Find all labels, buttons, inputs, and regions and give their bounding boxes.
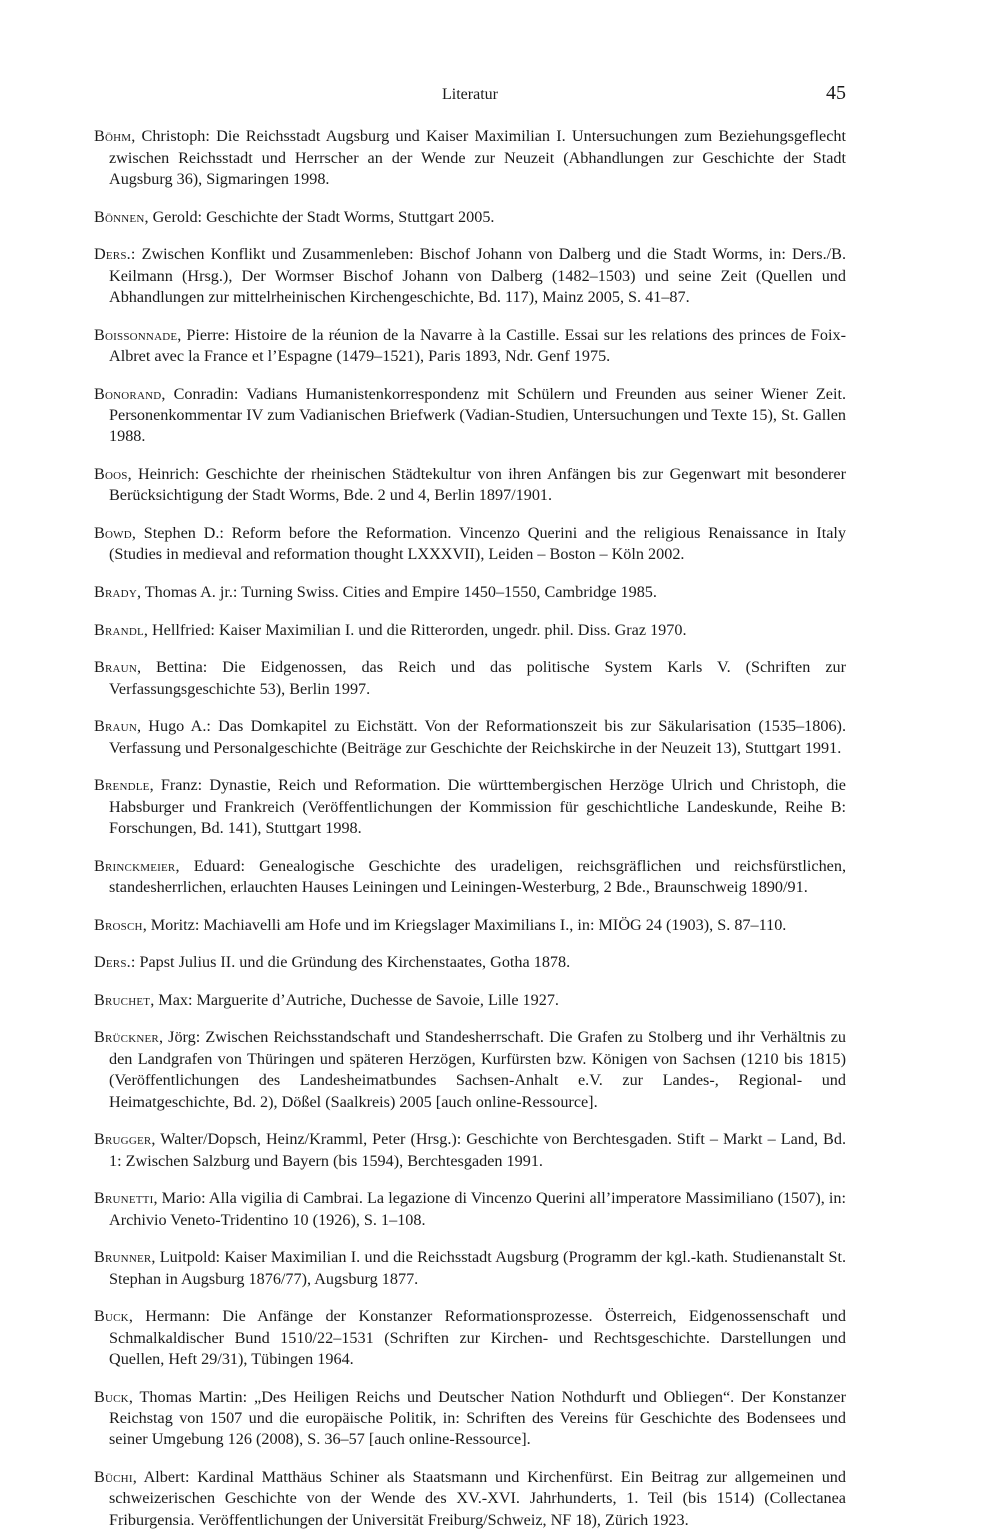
entry-text: , Thomas A. jr.: Turning Swiss. Cities and Empire 1450–1550, Cambridge 1985. (136, 583, 657, 601)
bibliography-entry (94, 1247, 846, 1290)
entry-text: , Heinrich: Geschichte der rheinischen Städtekultur von ihren Anfängen bis zur Gegenwart mit besonderer Berücksichtigung der Stadt Worms, Bde. 2 und 4, Berlin 1897/1901. (109, 465, 846, 505)
entry-text: : Zwischen Konflikt und Zusammenleben: Bischof Johann von Dalberg und die Stadt Worms, in: Ders./B. Keilmann (Hrsg.), Der Wormser Bischof Johann von Dalberg (1482–1503) und seine Zeit (Quellen und Abhandlungen zur mittelrheinischen Kirchengeschichte, Bd. 117), Mainz 2005, S. 41–87. (109, 245, 846, 306)
entry-text: , Franz: Dynastie, Reich und Reformation. Die württembergischen Herzöge Ulrich und Christoph, die Habsburger und Frankreich (Veröffentlichungen der Kommission für geschichtliche Landeskunde, Reihe B: Forschungen, Bd. 141), Stuttgart 1998. (109, 776, 846, 837)
bibliography-entry (94, 523, 846, 566)
entry-author: Brugger (94, 1130, 152, 1149)
bibliography-entry (94, 716, 846, 759)
entry-author: Braun (94, 658, 137, 677)
bibliography-entry (94, 775, 846, 839)
entry-author: Buck (94, 1307, 129, 1326)
entry-text: , Pierre: Histoire de la réunion de la Navarre à la Castille. Essai sur les relations des princes de Foix-Albret avec la France et l’Espagne (1479–1521), Paris 1893, Ndr. Genf 1975. (109, 325, 846, 365)
bibliography-entry (94, 207, 846, 228)
entry-text: , Gerold: Geschichte der Stadt Worms, Stuttgart 2005. (144, 207, 495, 226)
entry-author: Ders. (94, 245, 131, 264)
running-title: Literatur (442, 86, 498, 103)
entry-text: , Christoph: Die Reichsstadt Augsburg und Kaiser Maximilian I. Untersuchungen zum Beziehungsgeflecht zwischen Reichsstadt und Herrscher an der Wende zur Neuzeit (Abhandlungen zur Geschichte der Stadt Augsburg 36), Sigmaringen 1998. (109, 127, 846, 188)
entry-author: Brunner (94, 1248, 152, 1267)
entry-text: , Walter/Dopsch, Heinz/Kramml, Peter (Hrsg.): Geschichte von Berchtesgaden. Stift – Markt – Land, Bd. 1: Zwischen Salzburg und Bayern (bis 1594), Berchtesgaden 1991. (109, 1130, 846, 1170)
entry-author: Bonorand (94, 384, 162, 403)
bibliography-entry (94, 1188, 846, 1231)
bibliography-entry (94, 1306, 846, 1370)
bibliography-list (94, 126, 846, 1531)
bibliography-entry (94, 464, 846, 507)
bibliography-entry (94, 1387, 846, 1451)
entry-author: Bowd (94, 524, 132, 542)
bibliography-entry (94, 126, 846, 190)
bibliography-entry (94, 1027, 846, 1113)
entry-text: , Luitpold: Kaiser Maximilian I. und die Reichsstadt Augsburg (Programm der kgl.-kath. Studienanstalt St. Stephan in Augsburg 1876/77), Augsburg 1877. (109, 1248, 846, 1288)
entry-text: , Stephen D.: Reform before the Reformation. Vincenzo Querini and the religious Renaissance in Italy (Studies in medieval and reformation thought LXXXVII), Leiden – Boston – Köln 2002. (109, 524, 846, 564)
entry-text: : Papst Julius II. und die Gründung des Kirchenstaates, Gotha 1878. (130, 953, 571, 972)
bibliography-entry (94, 325, 846, 368)
entry-author: Brady (94, 583, 137, 601)
entry-text: , Jörg: Zwischen Reichsstandschaft und Standesherrschaft. Die Grafen zu Stolberg und ihr Verhältnis zu den Landgrafen von Thüringen und späteren Herzögen, Kurfürsten bzw. Königen von Sachsen (1210 bis 1815) (Veröffentlichungen des Landesheimatbundes Sachsen-Anhalt e.V. zur Landes-, Regional- und Heimatgeschichte, Bd. 2), Dößel (Saalkreis) 2005 [auch online-Ressource]. (109, 1028, 846, 1111)
entry-author: Boos (94, 465, 128, 483)
bibliography-entry (94, 856, 846, 899)
entry-author: Brendle (94, 776, 150, 795)
entry-author: Boissonnade (94, 325, 178, 344)
entry-text: , Moritz: Machiavelli am Hofe und im Kriegslager Maximilians I., in: MIÖG 24 (1903), S. 87–110. (142, 915, 787, 934)
bibliography-entry (94, 657, 846, 700)
entry-author: Bruchet (94, 990, 151, 1009)
entry-author: Brosch (94, 915, 143, 934)
bibliography-entry (94, 1129, 846, 1172)
entry-author: Brückner (94, 1028, 159, 1047)
entry-text: , Max: Marguerite d’Autriche, Duchesse de Savoie, Lille 1927. (150, 990, 559, 1009)
entry-author: Böhm (94, 127, 132, 146)
bibliography-entry (94, 244, 846, 308)
bibliography-entry (94, 620, 846, 641)
entry-author: Braun (94, 717, 137, 736)
entry-author: Brandl (94, 620, 144, 639)
entry-text: , Hermann: Die Anfänge der Konstanzer Reformationsprozesse. Österreich, Eidgenossenschaft und Schmalkaldischer Bund 1510/22–1531 (Schriften zur Kirchen- und Rechtsgeschichte. Darstellungen und Quellen, Heft 29/31), Tübingen 1964. (109, 1307, 846, 1368)
running-head (94, 80, 846, 110)
bibliography-entry (94, 915, 846, 936)
entry-author: Bönnen (94, 207, 145, 226)
document-page (94, 80, 846, 1532)
entry-text: , Eduard: Genealogische Geschichte des uradeligen, reichsgräflichen und reichsfürstlichen, standesherrlichen, erlauchten Hauses Leiningen und Leiningen-Westerburg, 2 Bde., Braunschweig 1890/91. (109, 856, 846, 896)
entry-text: , Thomas Martin: „Des Heiligen Reichs und Deutscher Nation Nothdurft und Obliegen“. Der Konstanzer Reichstag von 1507 und die europäische Politik, in: Schriften des Vereins für Geschichte des Bodensees und seiner Umgebung 126 (2008), S. 36–57 [auch online-Ressource]. (109, 1387, 846, 1449)
entry-text: , Mario: Alla vigilia di Cambrai. La legazione di Vincenzo Querini all’imperatore Massimiliano (1507), in: Archivio Veneto-Tridentino 10 (1926), S. 1–108. (109, 1189, 846, 1229)
entry-author: Buck (94, 1387, 129, 1406)
entry-text: , Hellfried: Kaiser Maximilian I. und die Ritterorden, ungedr. phil. Diss. Graz 1970. (143, 620, 687, 639)
entry-text: , Bettina: Die Eidgenossen, das Reich und das politische System Karls V. (Schriften zur Verfassungsgeschichte 53), Berlin 1997. (109, 658, 846, 698)
entry-author: Büchi (94, 1468, 133, 1486)
bibliography-entry (94, 1467, 846, 1531)
bibliography-entry (94, 990, 846, 1011)
entry-text: , Conradin: Vadians Humanistenkorrespondenz mit Schülern und Freunden aus seiner Wiener Zeit. Personenkommentar IV zum Vadianischen Briefwerk (Vadian-Studien, Untersuchungen und Texte 15), St. Gallen 1988. (109, 384, 846, 446)
entry-text: , Albert: Kardinal Matthäus Schiner als Staatsmann und Kirchenfürst. Ein Beitrag zur allgemeinen und schweizerischen Geschichte von der Wende des XV.-XVI. Jahrhunderts, 1. Teil (bis 1514) (Collectanea Friburgensia. Veröffentlichungen der Universität Freiburg/Schweiz, NF 18), Zürich 1923. (109, 1468, 846, 1529)
entry-text: , Hugo A.: Das Domkapitel zu Eichstätt. Von der Reformationszeit bis zur Säkularisation (1535–1806). Verfassung und Personalgeschichte (Beiträge zur Geschichte der Reichskirche in der Neuzeit 13), Stuttgart 1991. (109, 717, 846, 757)
bibliography-entry (94, 952, 846, 973)
entry-author: Brinckmeier (94, 856, 176, 875)
bibliography-entry (94, 582, 846, 603)
entry-author: Ders. (94, 953, 131, 972)
bibliography-entry (94, 384, 846, 448)
entry-author: Brunetti (94, 1189, 154, 1208)
page-number: 45 (826, 82, 846, 104)
